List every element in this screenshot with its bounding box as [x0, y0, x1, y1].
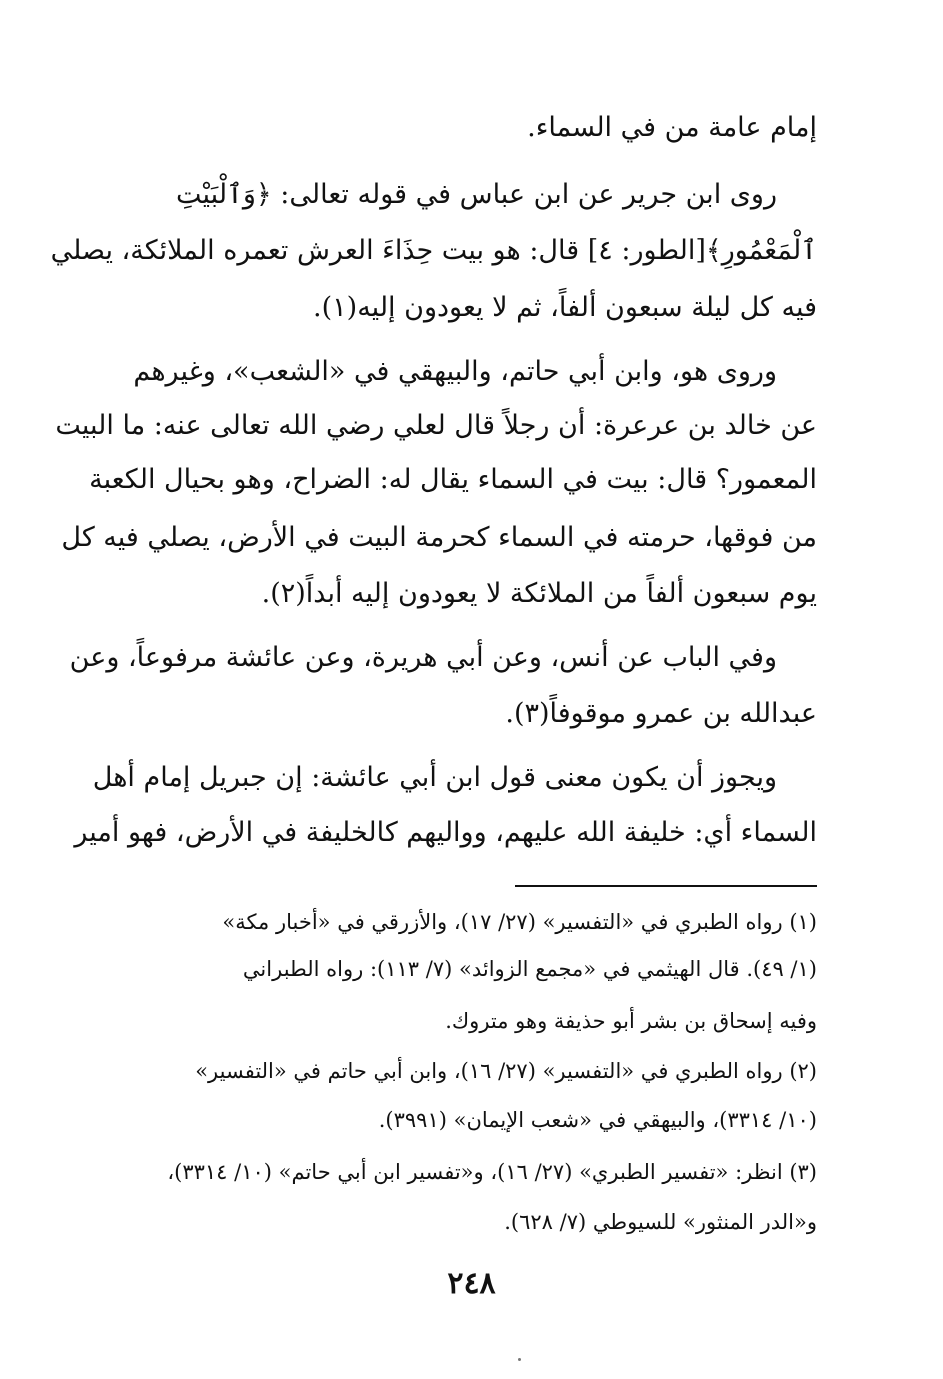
- body-line: ٱلْمَعْمُورِ﴾[الطور: ٤] قال: هو بيت حِذَاءَ العرش تعمره الملائكة، يصلي: [50, 235, 817, 266]
- body-line: روى ابن جرير عن ابن عباس في قوله تعالى: ﴿وَٱلْبَيْتِ: [176, 179, 777, 210]
- footnote-line: (٢) رواه الطبري في «التفسير» (٢٧/ ١٦)، وابن أبي حاتم في «التفسير»: [195, 1059, 817, 1083]
- body-line: من فوقها، حرمته في السماء كحرمة البيت في الأرض، يصلي فيه كل: [61, 522, 817, 553]
- page-number: ٢٤٨: [447, 1266, 496, 1301]
- footnote-line: (١٠/ ٣٣١٤)، والبيهقي في «شعب الإيمان» (٣٩٩١).: [378, 1108, 817, 1132]
- footnote-line: وفيه إسحاق بن بشر أبو حذيفة وهو متروك.: [445, 1009, 817, 1033]
- body-line: ويجوز أن يكون معنى قول ابن أبي عائشة: إن جبريل إمام أهل: [92, 762, 777, 793]
- footnote-line: و«الدر المنثور» للسيوطي (٧/ ٦٢٨).: [504, 1210, 817, 1234]
- body-line: السماء أي: خليفة الله عليهم، وواليهم كالخليفة في الأرض، فهو أمير: [74, 817, 817, 848]
- footnotes: [104, 906, 817, 1236]
- body-line: إمام عامة من في السماء.: [527, 112, 817, 143]
- main-text: [50, 108, 817, 868]
- footnote-separator: [515, 885, 817, 887]
- body-line: فيه كل ليلة سبعون ألفاً، ثم لا يعودون إليه(١).: [313, 292, 817, 323]
- scan-speck: [518, 1358, 521, 1361]
- body-line: وفي الباب عن أنس، وعن أبي هريرة، وعن عائشة مرفوعاً، وعن: [69, 642, 777, 673]
- body-line: يوم سبعون ألفاً من الملائكة لا يعودون إليه أبداً(٢).: [261, 578, 817, 609]
- body-line: عبدالله بن عمرو موقوفاً(٣).: [505, 698, 817, 729]
- footnote-line: (٣) انظر: «تفسير الطبري» (٢٧/ ١٦)، و«تفسير ابن أبي حاتم» (١٠/ ٣٣١٤)،: [167, 1160, 817, 1184]
- footnote-line: (١) رواه الطبري في «التفسير» (٢٧/ ١٧)، والأزرقي في «أخبار مكة»: [222, 910, 817, 934]
- footnote-line: (١/ ٤٩). قال الهيثمي في «مجمع الزوائد» (٧/ ١١٣): رواه الطبراني: [242, 957, 817, 981]
- body-line: عن خالد بن عرعرة: أن رجلاً قال لعلي رضي الله تعالى عنه: ما البيت: [55, 410, 817, 441]
- body-line: المعمور؟ قال: بيت في السماء يقال له: الضراح، وهو بحيال الكعبة: [89, 464, 817, 495]
- body-line: وروى هو، وابن أبي حاتم، والبيهقي في «الشعب»، وغيرهم: [133, 356, 777, 387]
